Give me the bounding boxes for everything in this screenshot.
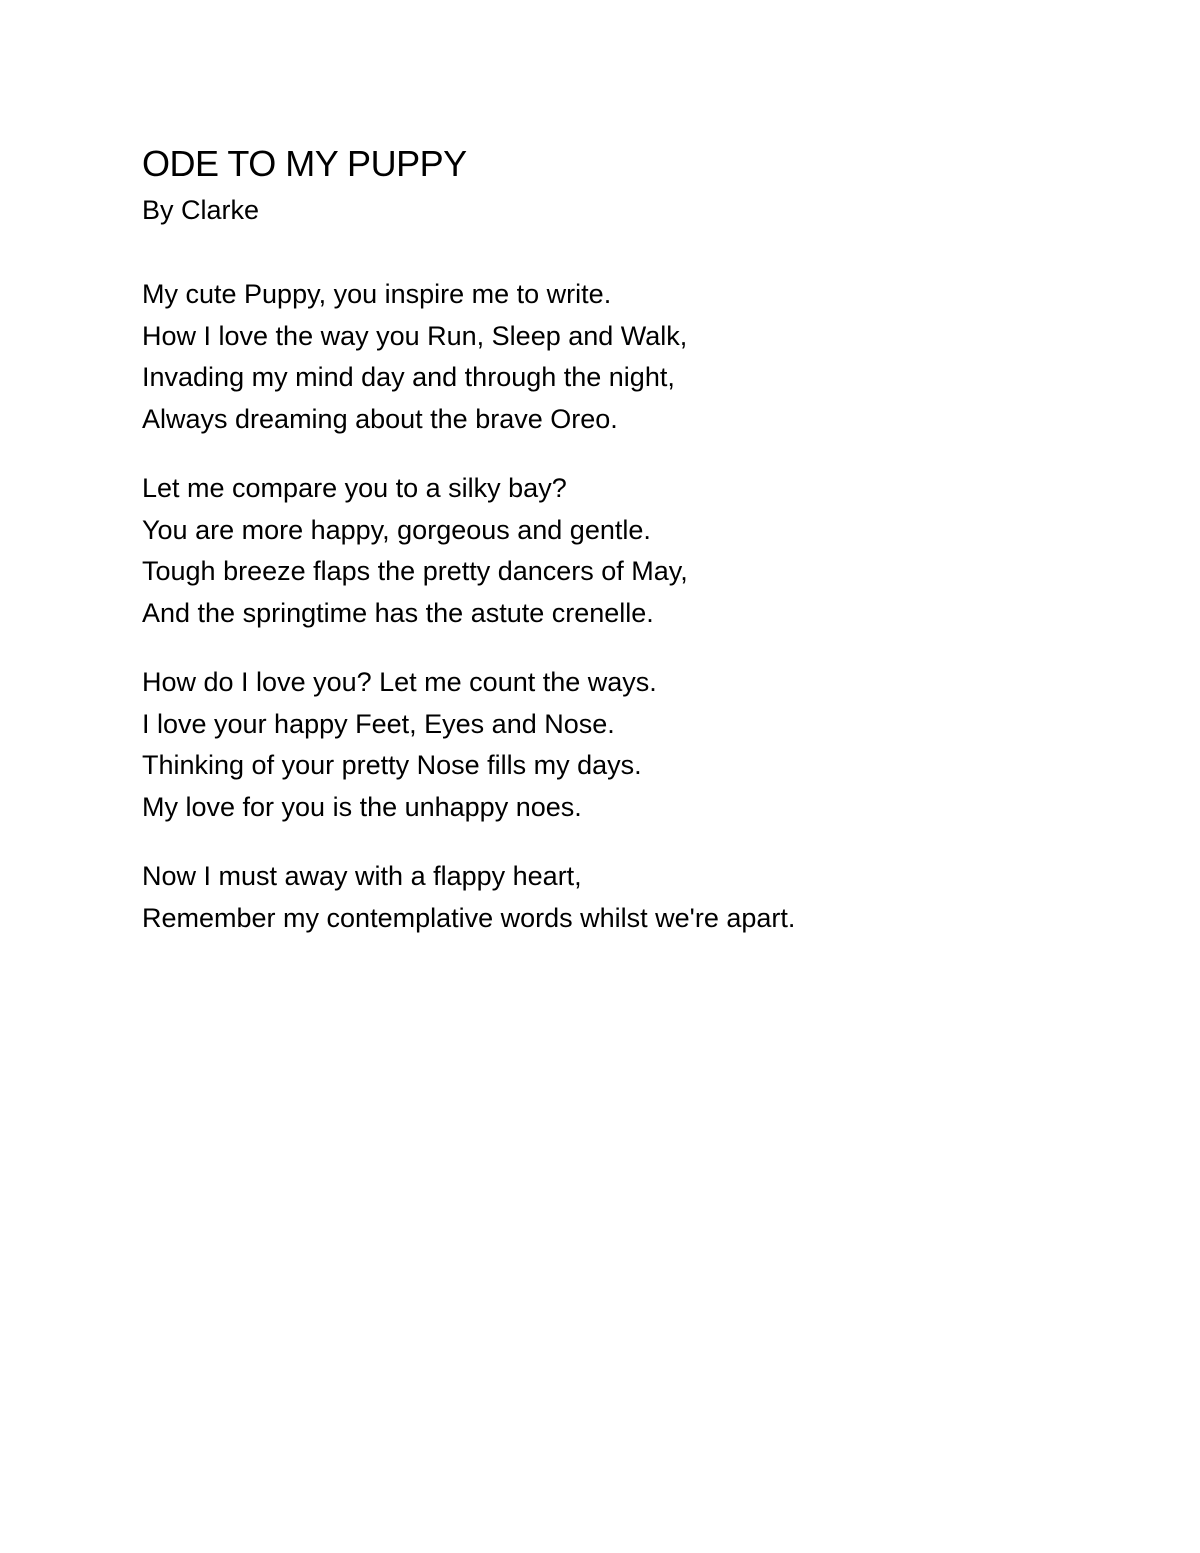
poem-line: How I love the way you Run, Sleep and Walk, <box>142 320 688 351</box>
poem-line: Let me compare you to a silky bay? <box>142 473 567 503</box>
poem-line: My love for you is the unhappy noes. <box>142 791 582 822</box>
poem-line: Always dreaming about the brave Oreo. <box>142 403 618 434</box>
stanza <box>142 856 1102 939</box>
poem-line: Thinking of your pretty Nose fills my days. <box>142 750 642 780</box>
poem-line: Now I must away with a flappy heart, <box>142 861 582 891</box>
poem-line: You are more happy, gorgeous and gentle. <box>142 514 651 545</box>
poem-line: My cute Puppy, you inspire me to write. <box>142 279 612 309</box>
poem-title: ODE TO MY PUPPY <box>142 143 467 184</box>
poem-line: Remember my contemplative words whilst we're apart. <box>142 902 796 933</box>
stanza <box>142 468 1102 634</box>
poem-line: Invading my mind day and through the night, <box>142 362 675 392</box>
poem-author: By Clarke <box>142 195 260 225</box>
stanza <box>142 274 1102 440</box>
poem-line: Tough breeze flaps the pretty dancers of May, <box>142 556 688 586</box>
poem-line: And the springtime has the astute crenelle. <box>142 597 654 628</box>
poem-line: I love your happy Feet, Eyes and Nose. <box>142 708 615 739</box>
poem-body <box>142 142 1102 939</box>
poem-line: How do I love you? Let me count the ways. <box>142 667 657 697</box>
stanza <box>142 662 1102 828</box>
